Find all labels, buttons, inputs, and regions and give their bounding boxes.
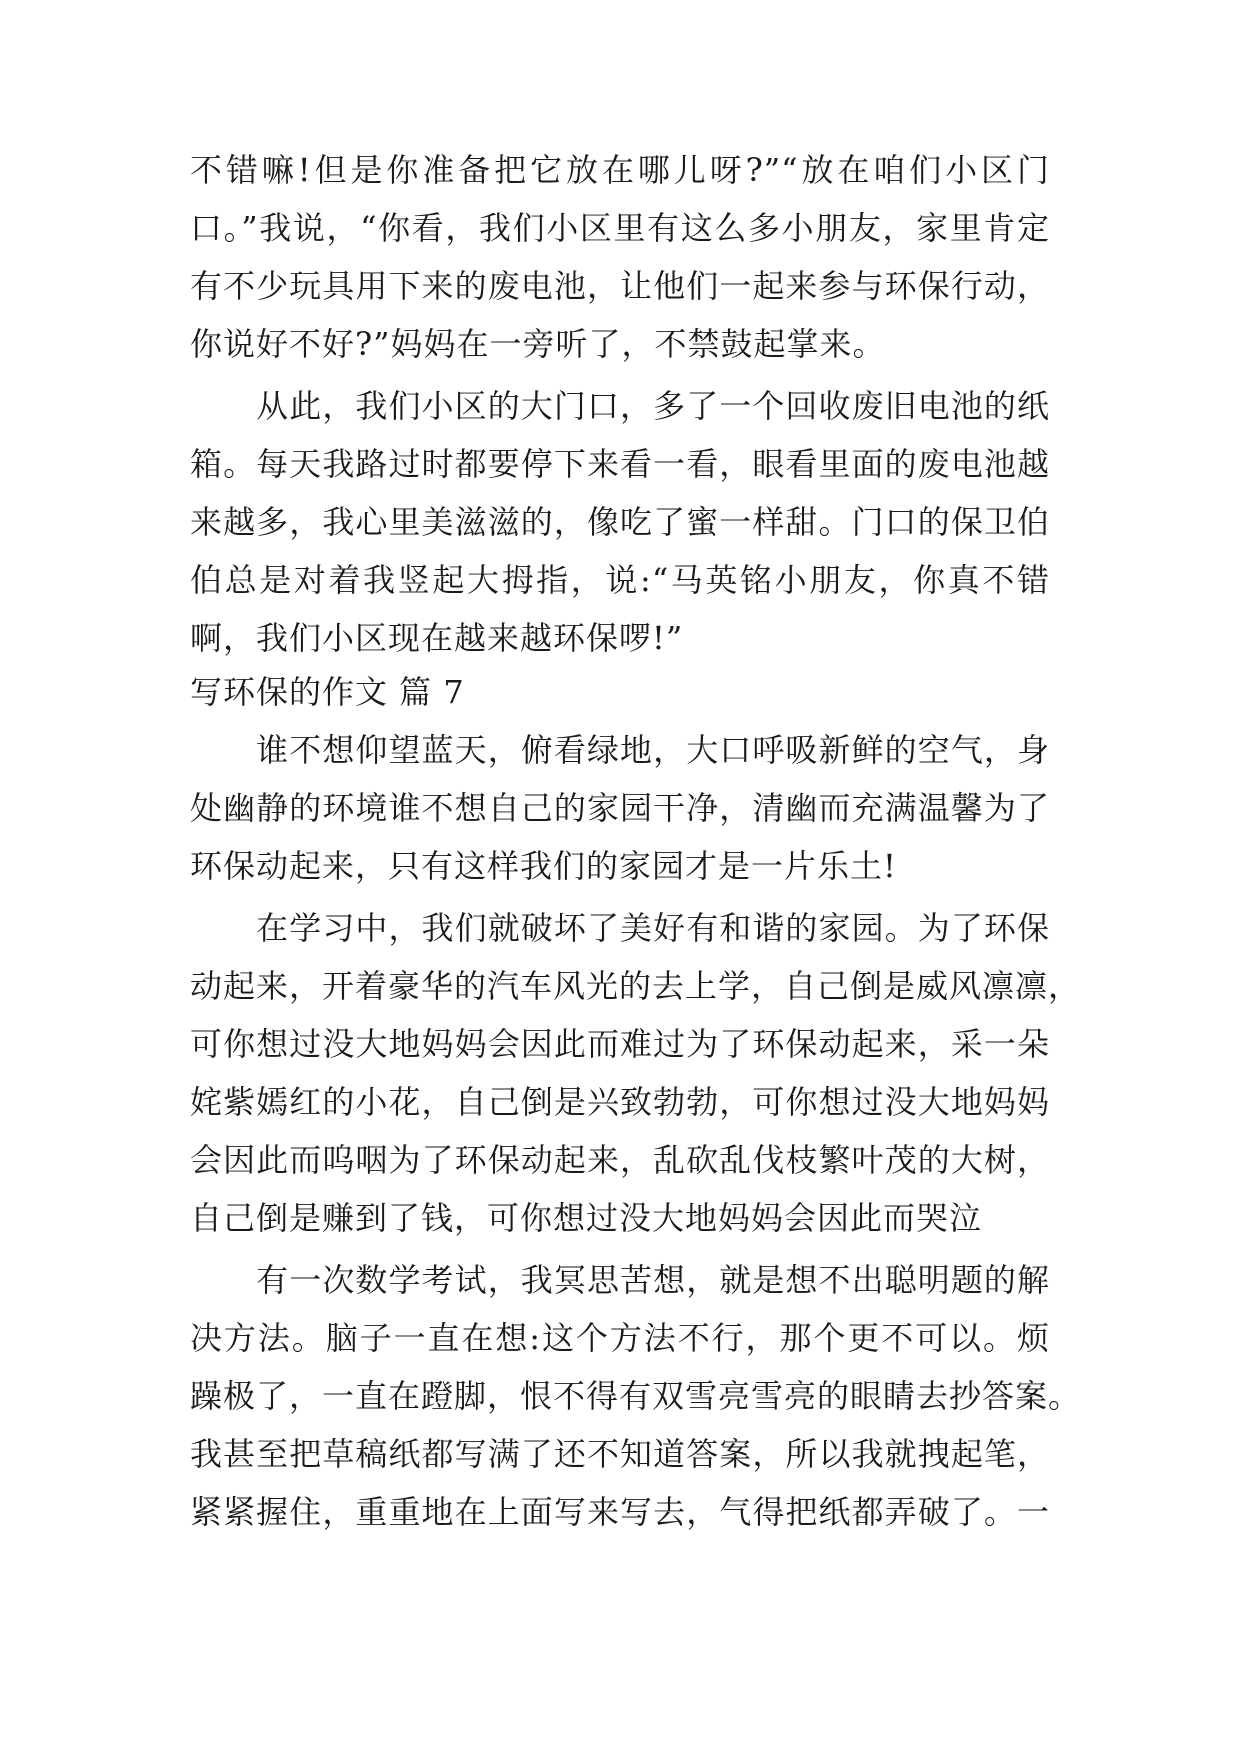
text-line-15: 动起来，开着豪华的汽车风光的去上学，自己倒是威风凛凛， xyxy=(190,967,1082,1005)
text-line-17: 姹紫嫣红的小花，自己倒是兴致勃勃，可你想过没大地妈妈 xyxy=(190,1083,1050,1121)
text-line-23: 我甚至把草稿纸都写满了还不知道答案，所以我就拽起笔， xyxy=(190,1435,1050,1473)
text-line-16: 可你想过没大地妈妈会因此而难过为了环保动起来，采一朵 xyxy=(190,1025,1050,1063)
text-line-9: 啊，我们小区现在越来越环保啰!” xyxy=(190,619,684,657)
text-line-6: 箱。每天我路过时都要停下来看一看，眼看里面的废电池越 xyxy=(190,445,1050,483)
text-line-18: 会因此而呜咽为了环保动起来，乱砍乱伐枝繁叶茂的大树， xyxy=(190,1141,1050,1179)
text-line-8: 伯总是对着我竖起大拇指，说:“马英铭小朋友，你真不错 xyxy=(190,561,1050,599)
text-line-14: 在学习中，我们就破坏了美好有和谐的家园。为了环保 xyxy=(190,909,1050,947)
text-line-2: 口。”我说，“你看，我们小区里有这么多小朋友，家里肯定 xyxy=(190,209,1050,247)
text-line-13: 环保动起来，只有这样我们的家园才是一片乐土! xyxy=(190,847,897,885)
text-line-20: 有一次数学考试，我冥思苦想，就是想不出聪明题的解 xyxy=(190,1261,1050,1299)
text-line-5: 从此，我们小区的大门口，多了一个回收废旧电池的纸 xyxy=(190,387,1050,425)
text-line-4: 你说好不好?”妈妈在一旁听了，不禁鼓起掌来。 xyxy=(190,325,886,363)
text-line-24: 紧紧握住，重重地在上面写来写去，气得把纸都弄破了。一 xyxy=(190,1493,1050,1531)
text-line-1: 不错嘛!但是你准备把它放在哪儿呀?”“放在咱们小区门 xyxy=(190,151,1050,189)
text-line-7: 来越多，我心里美滋滋的，像吃了蜜一样甜。门口的保卫伯 xyxy=(190,503,1050,541)
text-line-19: 自己倒是赚到了钱，可你想过没大地妈妈会因此而哭泣 xyxy=(190,1199,983,1237)
text-line-21: 决方法。脑子一直在想:这个方法不行，那个更不可以。烦 xyxy=(190,1319,1050,1357)
text-line-11: 谁不想仰望蓝天，俯看绿地，大口呼吸新鲜的空气，身 xyxy=(190,731,1050,769)
section-heading: 写环保的作文 篇 7 xyxy=(190,673,465,711)
text-line-12: 处幽静的环境谁不想自己的家园干净，清幽而充满温馨为了 xyxy=(190,789,1050,827)
text-line-22: 躁极了，一直在蹬脚，恨不得有双雪亮雪亮的眼睛去抄答案。 xyxy=(190,1377,1082,1415)
text-line-3: 有不少玩具用下来的废电池，让他们一起来参与环保行动， xyxy=(190,267,1050,305)
